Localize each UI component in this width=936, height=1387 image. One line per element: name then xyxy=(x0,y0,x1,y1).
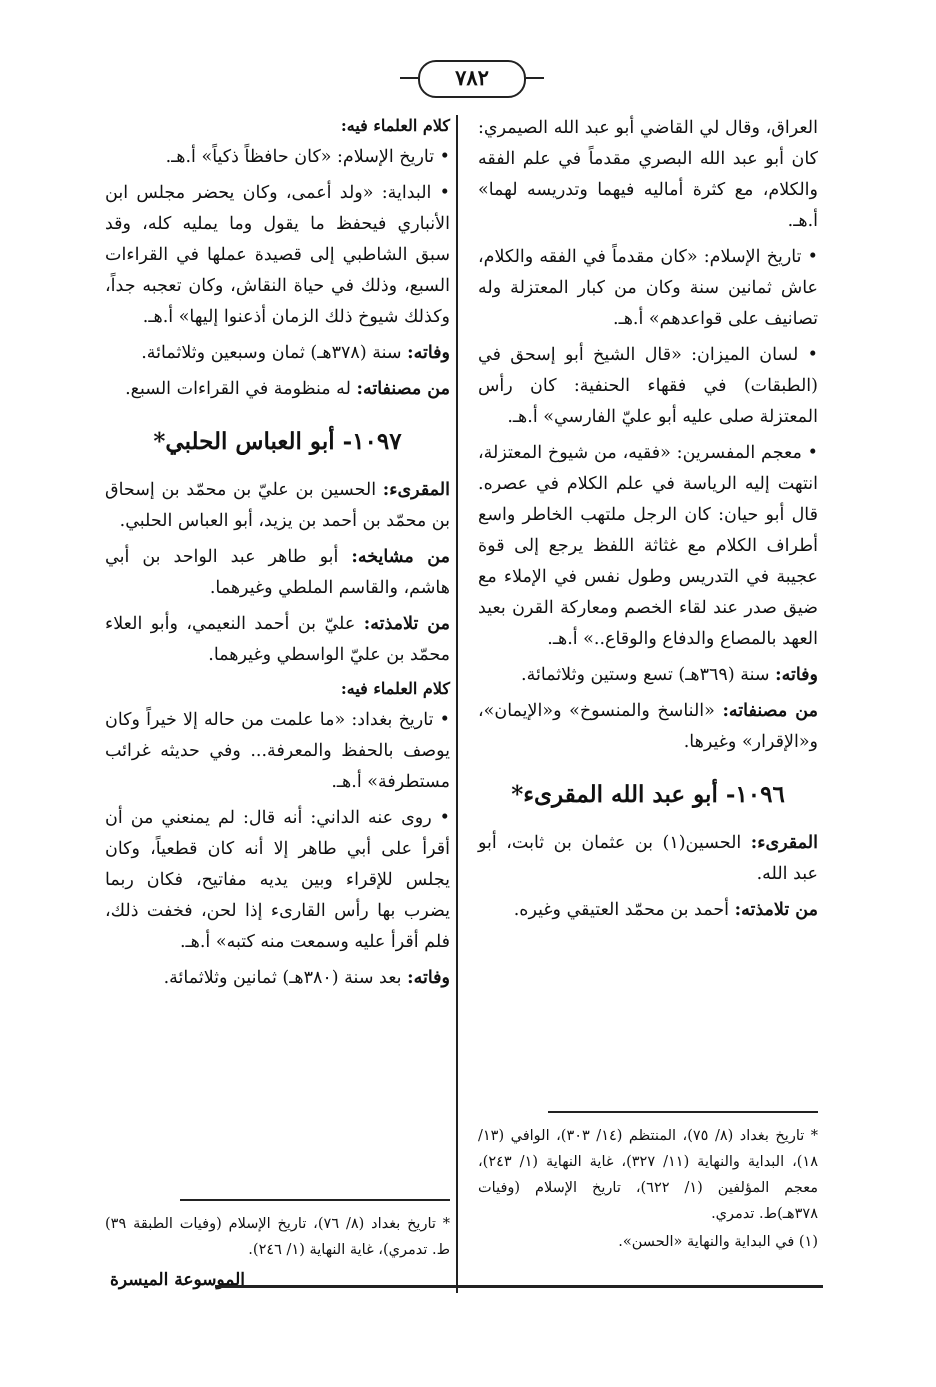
footnote: (١) في البداية والنهاية «الحسن». xyxy=(618,1234,818,1250)
students-line xyxy=(105,609,450,671)
paragraph: • تاريخ بغداد: «ما علمت من حاله إلا خيراً وكان يوصف بالحفظ والمعرفة... وفي حديثه غرائب مستطرفة» أ.هـ. xyxy=(105,710,450,792)
works-label: من مصنفاته: xyxy=(722,701,819,721)
death-line xyxy=(105,963,450,994)
left-column xyxy=(105,113,450,1258)
muqri-text: الحسين(١) بن عثمان بن ثابت، أبو عبد الله. xyxy=(478,833,818,884)
works-text: له منظومة في القراءات السبع. xyxy=(125,379,351,399)
students-label: من تلامذته: xyxy=(363,614,450,634)
students-text: عليّ بن أحمد النعيمي، وأبو العلاء محمّد بن عليّ الواسطي وغيرهما. xyxy=(105,614,450,665)
muqri-line xyxy=(478,828,818,890)
footnotes xyxy=(478,1093,818,1257)
scholars-heading: كلام العلماء فيه: xyxy=(340,679,450,698)
death-text: بعد سنة (٣٨٠هـ) ثمانين وثلاثمائة. xyxy=(163,968,402,988)
death-text: سنة (٣٦٩هـ) تسع وستين وثلاثمائة. xyxy=(521,665,770,685)
entry-heading-1096: ١٠٩٦- أبو عبد الله المقرىء* xyxy=(511,781,785,808)
entry-heading-1097: ١٠٩٧- أبو العباس الحلبي* xyxy=(153,428,402,455)
paragraph: العراق، وقال لي القاضي أبو عبد الله الصيمري: كان أبو عبد الله البصري مقدماً في علم الفقه والكلام، مع كثرة أماليه فيهما وتدريسه لهما» أ.هـ. xyxy=(478,118,818,231)
paragraph: • معجم المفسرين: «فقيه، من شيوخ المعتزلة، انتهت إليه الرياسة في علم الكلام في عصره. قال أبو حيان: كان الرجل ملتهب الخاطر واسع أطراف الكلام مع غثاثة اللفظ يرجع إلى قوة عجيبة في التدريس وطول نفس في الإملاء مع ضيق صدر عند لقاء الخصم ومعاركة القرن بعيد العهد بالمصاع والدفاع والوقاع..» أ.هـ. xyxy=(478,443,818,649)
death-line xyxy=(105,338,450,369)
death-label: وفاته: xyxy=(775,665,818,685)
paragraph: • تاريخ الإسلام: «كان حافظاً ذكياً» أ.هـ. xyxy=(165,147,450,167)
students-label: من تلامذته: xyxy=(734,900,818,920)
footer-rule xyxy=(215,1285,823,1288)
works-line xyxy=(478,696,818,758)
works-label: من مصنفاته: xyxy=(356,379,450,399)
paragraph: • روى عنه الداني: أنه قال: لم يمنعني من أن أقرأ على أبي طاهر إلا أنه كان قطعياً، وكان يجلس للإقراء وبين يديه مفاتيح، فكان ربما يضرب بها رأس القارىء إذا لحن، فخفت ذلك، فلم أقرأ عليه وسمعت منه كتبه» أ.هـ. xyxy=(105,808,450,952)
teachers-text: أبو طاهر عبد الواحد بن أبي هاشم، والقاسم الملطي وغيرهما. xyxy=(105,547,450,598)
right-column xyxy=(478,113,819,1250)
teachers-label: من مشايخه: xyxy=(351,547,450,567)
death-line xyxy=(478,660,818,691)
death-text: سنة (٣٧٨هـ) ثمان وسبعين وثلاثمائة. xyxy=(141,343,402,363)
muqri-label: المقرىء: xyxy=(750,833,818,853)
paragraph: • البداية: «ولد أعمى، وكان يحضر مجلس ابن الأنباري فيحفظ ما يقول وما يمليه كله، وقد سبق الشاطبي إلى قصيدة عملها في القراءات السبع، وذلك في حياة النقاش، وكان تعجبه جداً، وكذلك شيوخ ذلك الزمان أذعنوا إليها» أ.هـ. xyxy=(105,183,450,327)
works-text: «الناسخ والمنسوخ» و«الإيمان»، و«الإقرار» وغيرها. xyxy=(478,701,818,752)
death-label: وفاته: xyxy=(407,968,450,988)
footnotes xyxy=(105,1181,450,1265)
footer-title: الموسوعة الميسرة xyxy=(110,1270,246,1290)
muqri-text: الحسين بن عليّ بن محمّد بن إسحاق بن محمّد بن أحمد بن يزيد، أبو العباس الحلبي. xyxy=(105,480,450,531)
students-text: أحمد بن محمّد العتيقي وغيره. xyxy=(513,900,730,920)
footnote-rule xyxy=(548,1111,818,1113)
muqri-label: المقرىء: xyxy=(382,480,450,500)
footnote: * تاريخ بغداد (٨/ ٧٥)، المنتظم (١٤/ ٣٠٣)، الوافي (١٣/ ١٨)، البداية والنهاية (١١/ ٣٢٧)، غاية النهاية (١/ ٢٤٣)، معجم المؤلفين (١/ ٦٢٢)، تاريخ الإسلام (وفيات ٣٧٨هـ)ط. تدمري. xyxy=(478,1128,819,1222)
column-divider xyxy=(456,115,458,1293)
death-label: وفاته: xyxy=(407,343,450,363)
works-line xyxy=(105,374,450,405)
page-number: ٧٨٢ xyxy=(418,60,526,98)
teachers-line xyxy=(105,542,450,604)
paragraph: • تاريخ الإسلام: «كان مقدماً في الفقه والكلام، عاش ثمانين سنة وكان من كبار المعتزلة وله تصانيف على قواعدهم» أ.هـ. xyxy=(478,247,818,329)
students-line xyxy=(478,895,818,926)
scholars-heading: كلام العلماء فيه: xyxy=(340,116,450,135)
footnote: * تاريخ بغداد (٨/ ٧٦)، تاريخ الإسلام (وفيات الطبقة ٣٩) ط. تدمري)، غاية النهاية (١/ ٢٤٦). xyxy=(105,1216,450,1258)
paragraph: • لسان الميزان: «قال الشيخ أبو إسحق في (الطبقات) في فقهاء الحنفية: كان رأس المعتزلة صلى عليه أبو عليّ الفارسي» أ.هـ. xyxy=(478,345,818,427)
muqri-line xyxy=(105,475,450,537)
footnote-rule xyxy=(180,1199,450,1201)
